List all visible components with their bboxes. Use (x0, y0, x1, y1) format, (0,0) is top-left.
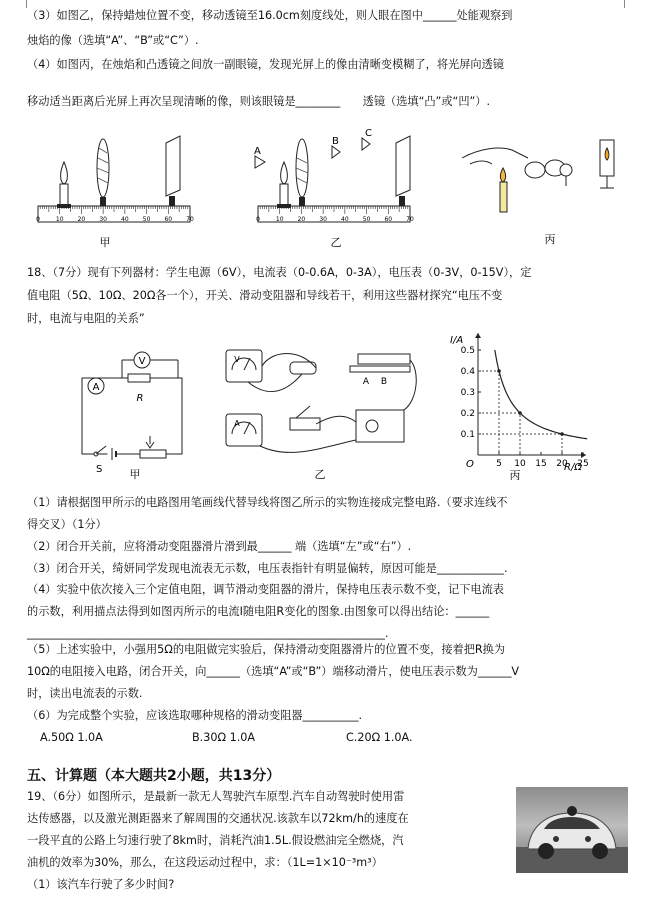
yi-ruler-label: 30 (319, 216, 327, 223)
yi-ruler-label: 70 (406, 216, 414, 223)
jia-ruler-label: 10 (55, 216, 64, 223)
resistor-symbol (128, 374, 150, 382)
x-tick-label: 20 (556, 459, 568, 469)
physical-circuit-yi (226, 350, 416, 452)
series-line (495, 350, 587, 439)
rheostat-symbol (140, 436, 166, 458)
x-tick-label: 5 (496, 459, 502, 469)
q18-part5-line1: （5）上述实验中，小强用5Ω的电阻做完实验后，保持滑动变阻器滑片的位置不变，接着把R换为 (27, 643, 506, 656)
jia-ruler-label: 60 (164, 216, 173, 223)
q18-stem-line1: 18、（7分）现有下列器材：学生电源（6V），电流表（0-0.6A，0-3A），电压表（0-3V，0-15V），定 (27, 266, 532, 279)
q18-stem-line2: 值电阻（5Ω、10Ω、20Ω各一个），开关、滑动变阻器和导线若干，利用这些器材探究“电压不变 (27, 289, 503, 302)
eye-icon (255, 138, 370, 168)
q17-part4-line1: （4）如图丙，在烛焰和凸透镜之间放一副眼镜，发现光屏上的像由清晰变模糊了，将光屏向透镜 (27, 58, 504, 71)
yi-ruler-label: 10 (275, 216, 284, 223)
x-axis-label: R/Ω (564, 462, 582, 473)
q18-part6: （6）为完成整个实验，应该选取哪种规格的滑动变阻器__________. (27, 709, 363, 722)
fig-label-yi-17: 乙 (330, 236, 342, 249)
candle-jia (57, 162, 71, 208)
page-corner-top-left (18, 0, 27, 8)
jia-ruler-label: 0 (36, 216, 40, 223)
phys-ammeter-label: A (234, 419, 240, 428)
q19-line1: 19、（6分）如图所示，是最新一款无人驾驶汽车原型.汽车自动驾驶时使用雷 (27, 790, 405, 803)
q18-part4-line1: （4）实验中依次接入三个定值电阻，调节滑动变阻器的滑片，保持电压表示数不变，记下电流表 (27, 583, 504, 596)
circuit-figures (0, 330, 440, 480)
q18-part3: （3）闭合开关，绮妍同学发现电流表无示数，电压表指针有明显偏转，原因可能是____________. (27, 562, 508, 575)
jia-ruler-label: 30 (99, 216, 107, 223)
optics-figures (0, 118, 651, 253)
point-label-b: B (332, 136, 339, 147)
ammeter-label: A (92, 382, 100, 393)
axis-arrows (475, 333, 586, 458)
data-point (560, 432, 564, 436)
q19-line4: 油机的效率为30%，那么，在这段运动过程中，求：（1L=1×10⁻³m³） (27, 856, 383, 869)
x-tick-label: 15 (535, 459, 547, 469)
phys-voltmeter-label: V (234, 355, 240, 364)
y-axis-label: I/A (450, 335, 464, 346)
q18-stem-line3: 时，电流与电阻的关系” (27, 312, 145, 325)
jia-ruler-label: 50 (142, 216, 151, 223)
switch-label: S (96, 464, 103, 475)
y-tick-label: 0.2 (460, 409, 475, 419)
screen-yi (396, 136, 410, 206)
jia-ruler-label: 70 (186, 216, 194, 223)
q18-part5-line2: 10Ω的电阻接入电路，闭合开关，向______（选填“A”或“B”）端移动滑片，使电压表示数为______V (27, 665, 520, 678)
candle-yi (277, 162, 291, 208)
q17-part3-line2: 烛焰的像（选填“A”、“B”或“C”）. (27, 34, 199, 47)
y-tick-label: 0.3 (460, 388, 475, 398)
fig-label-bing-18: 丙 (509, 469, 521, 480)
yi-ruler-label: 50 (362, 216, 371, 223)
point-label-c: C (365, 128, 372, 139)
fig-label-yi-18: 乙 (314, 468, 326, 480)
lens-yi (296, 139, 308, 206)
yi-ruler-label: 0 (256, 216, 260, 223)
yi-ruler-label: 40 (341, 216, 349, 223)
rheostat-end-b: B (380, 377, 388, 387)
q18-part1-line1: （1）请根据图甲所示的电路图用笔画线代替导线将图乙所示的实物连接成完整电路.（要求连线不 (27, 496, 508, 509)
q17-part3-line1: （3）如图乙，保持蜡烛位置不变，移动透镜至16.0cm刻度线处，则人眼在图中______处能观察到 (27, 9, 513, 22)
section-heading: 五、计算题（本大题共2小题，共13分） (27, 768, 281, 784)
q17-part4-line2: 移动适当距离后光屏上再次呈现清晰的像，则该眼镜是________ 透镜（选填“凸”或“凹”）. (27, 95, 491, 108)
voltmeter-label: V (138, 356, 146, 367)
q18-part1-line2: 得交叉）（1分） (27, 518, 107, 531)
option-c: C.20Ω 1.0A. (346, 731, 413, 744)
rheostat-end-a: A (362, 377, 370, 387)
current-resistance-chart (440, 325, 590, 480)
jia-ruler-label: 40 (121, 216, 129, 223)
optical-bench-yi (254, 128, 414, 223)
jia-ruler-label: 20 (77, 216, 86, 223)
origin-label: O (466, 459, 474, 470)
glasses-experiment (462, 140, 614, 212)
page-corner-top-right (624, 0, 633, 8)
q18-part5-line3: 时，读出电流表的示数. (27, 687, 143, 700)
data-point (497, 369, 501, 373)
option-a: A.50Ω 1.0A (40, 731, 103, 744)
x-tick-label: 25 (577, 459, 589, 469)
y-tick-label: 0.4 (460, 367, 475, 377)
optical-bench-jia (36, 136, 194, 223)
fig-label-jia-18: 甲 (129, 468, 141, 480)
yi-ruler-label: 20 (297, 216, 306, 223)
x-tick-label: 10 (514, 459, 526, 469)
car-illustration (516, 787, 628, 873)
switch-symbol (82, 446, 116, 460)
q19-line2: 达传感器，以及激光测距器来了解周围的交通状况.该款车以72km/h的速度在 (27, 812, 409, 825)
driverless-car-photo (516, 787, 628, 873)
q18-part2: （2）闭合开关前，应将滑动变阻器滑片滑到最______ 端（选填“左”或“右”）. (27, 540, 412, 553)
fig-label-bing-17: 丙 (544, 233, 556, 246)
y-tick-label: 0.5 (460, 346, 475, 356)
q19-part1: （1）该汽车行驶了多少时间? (27, 878, 175, 891)
option-b: B.30Ω 1.0A (192, 731, 256, 744)
screen-jia (166, 136, 180, 206)
point-label-a: A (254, 146, 261, 157)
y-tick-label: 0.1 (460, 430, 475, 440)
resistor-label: R (136, 393, 144, 404)
q18-part4-line3: ________________________________________________________________. (27, 627, 389, 640)
q18-part4-line2: 的示数，利用描点法得到如图丙所示的电流I随电阻R变化的图象.由图象可以得出结论：______ (27, 605, 490, 618)
yi-ruler-label: 60 (384, 216, 393, 223)
fig-label-jia-17: 甲 (99, 236, 111, 249)
q19-line3: 一段平直的公路上匀速行驶了8km时，消耗汽油1.5L.假设燃油完全燃烧，汽 (27, 834, 404, 847)
data-point (518, 411, 522, 415)
lens-jia (97, 139, 109, 206)
